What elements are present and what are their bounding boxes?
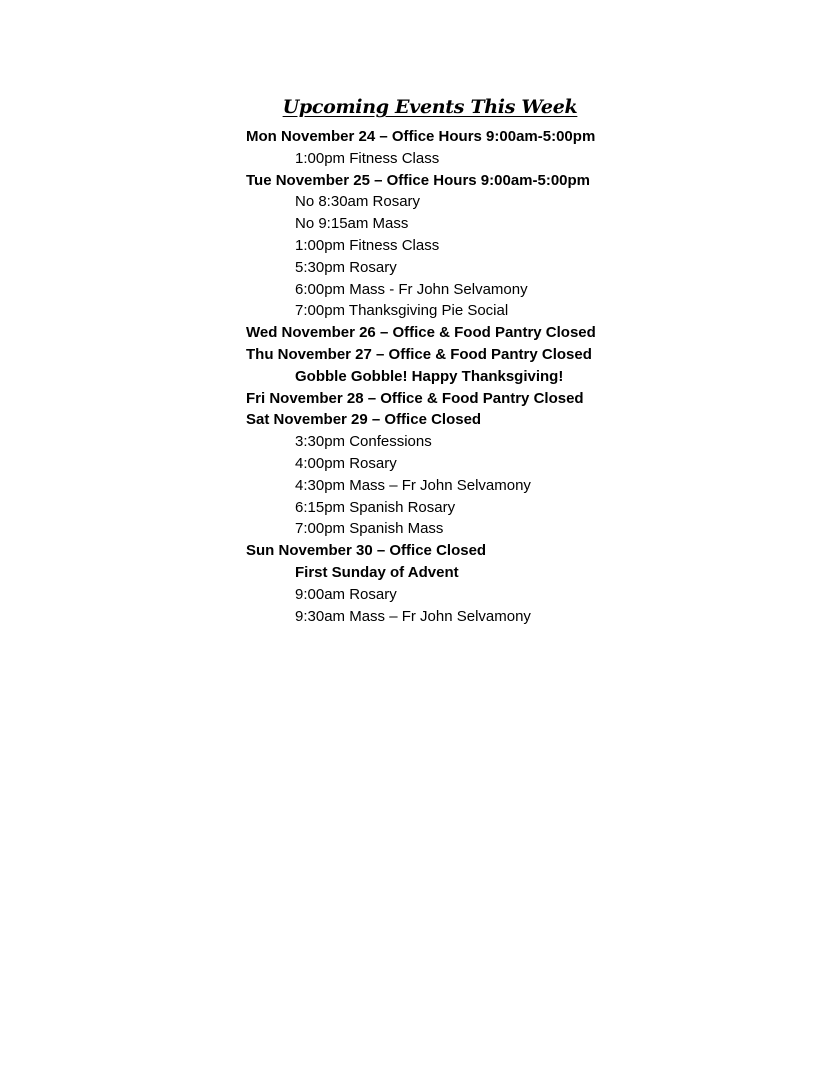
- day-block: [246, 344, 806, 388]
- day-block: [246, 170, 806, 323]
- day-block: [246, 540, 806, 627]
- event-item: 5:30pm Rosary: [295, 258, 397, 276]
- day-heading: Tue November 25 – Office Hours 9:00am-5:00pm: [246, 171, 591, 189]
- day-heading: Wed November 26 – Office & Food Pantry Closed: [246, 324, 596, 342]
- event-item: 1:00pm Fitness Class: [295, 236, 440, 254]
- event-item: 9:00am Rosary: [295, 585, 397, 603]
- day-block: [246, 409, 806, 540]
- event-item: Gobble Gobble! Happy Thanksgiving!: [295, 367, 564, 385]
- day-block: [246, 126, 806, 170]
- event-item: 4:00pm Rosary: [295, 454, 397, 472]
- day-heading: Thu November 27 – Office & Food Pantry Closed: [246, 345, 592, 363]
- event-item: 7:00pm Thanksgiving Pie Social: [295, 302, 509, 320]
- day-heading: Mon November 24 – Office Hours 9:00am-5:00pm: [246, 128, 596, 145]
- event-item: 6:00pm Mass - Fr John Selvamony: [295, 280, 528, 298]
- event-item: 7:00pm Spanish Mass: [295, 520, 444, 538]
- event-item: First Sunday of Advent: [295, 563, 459, 581]
- day-block: [246, 322, 806, 344]
- day-heading: Sat November 29 – Office Closed: [246, 411, 482, 429]
- events-list: [246, 126, 806, 627]
- event-item: 6:15pm Spanish Rosary: [295, 498, 456, 516]
- event-item: No 9:15am Mass: [295, 215, 409, 233]
- event-item: 1:00pm Fitness Class: [295, 149, 440, 167]
- event-item: No 8:30am Rosary: [295, 193, 421, 211]
- event-item: 3:30pm Confessions: [295, 433, 432, 451]
- event-item: 9:30am Mass – Fr John Selvamony: [295, 607, 531, 625]
- page-title: Upcoming Events This Week: [282, 96, 578, 118]
- event-item: 4:30pm Mass – Fr John Selvamony: [295, 476, 531, 494]
- day-block: [246, 388, 806, 410]
- day-heading: Sun November 30 – Office Closed: [246, 542, 487, 560]
- day-heading: Fri November 28 – Office & Food Pantry Closed: [246, 389, 584, 407]
